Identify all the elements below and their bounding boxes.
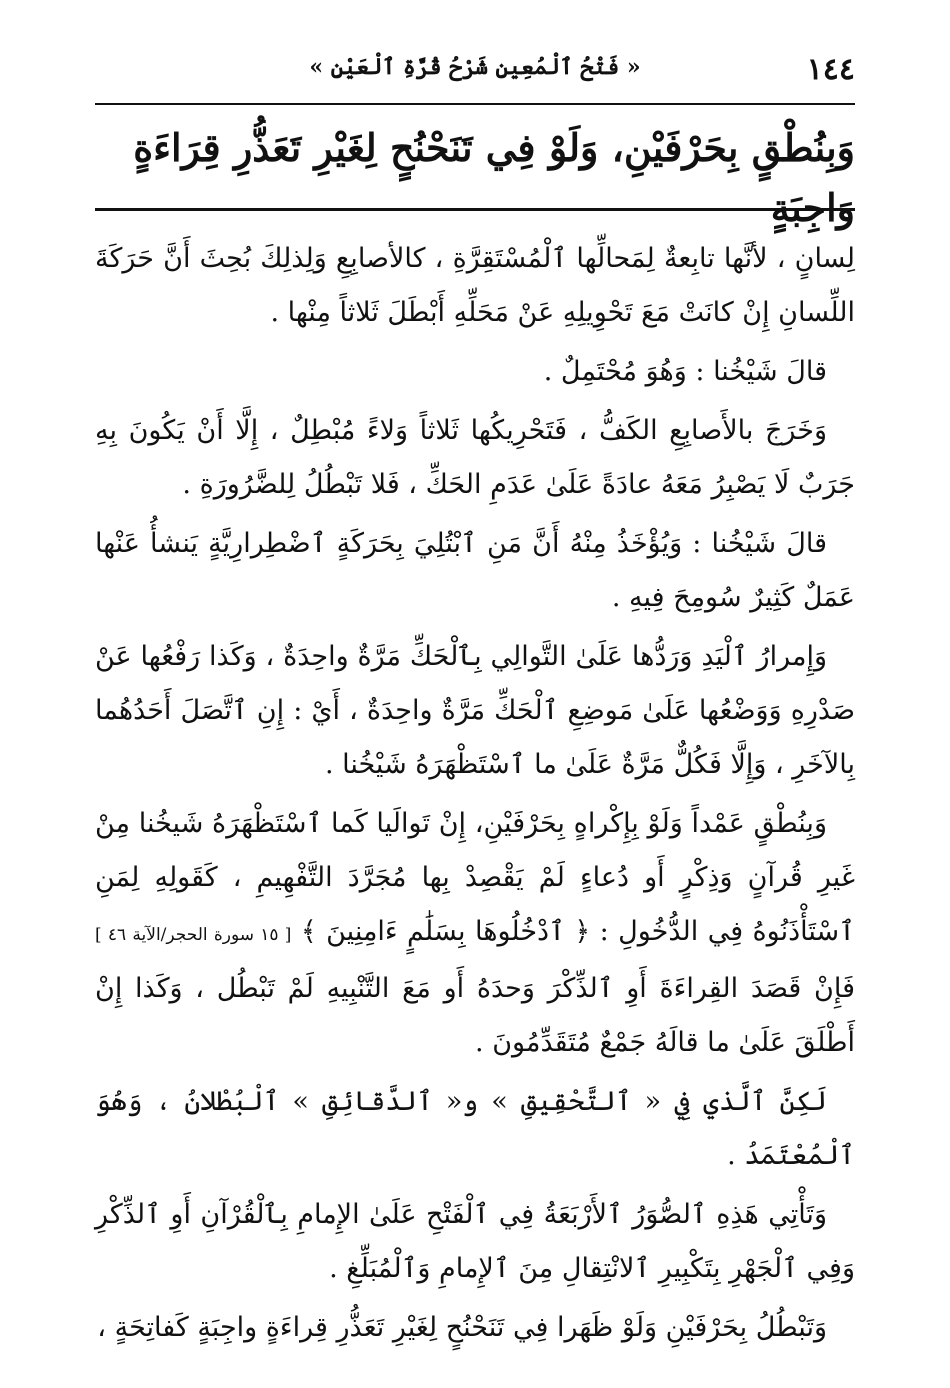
paragraph-4: قالَ شَيْخُنا : وَيُؤْخَذُ مِنْهُ أَنَّ مَنِ ٱبْتُلِيَ بِحَرَكَةٍ ٱضْطِرارِيَّةٍ يَنشأُ عَنْها عَمَلٌ كَثِيرٌ سُومِحَ فِيهِ . — [95, 528, 855, 613]
paragraph-3: وَخَرَجَ بالأَصابِعِ الكَفُّ ، فَتَحْرِيكُها ثَلاثاً وَلاءً مُبْطِلٌ ، إِلَّا أَنْ يَكُونَ بِهِ جَرَبٌ لَا يَصْبِرُ مَعَهُ عادَةً عَلَىٰ عَدَمِ الحَكِّ ، فَلا تَبْطُلُ لِلضَّرُورَةِ . — [95, 415, 855, 500]
paragraph-2: قالَ شَيْخُنا : وَهُوَ مُحْتَمِلٌ . — [543, 356, 827, 387]
paragraph-9: وَتَبْطُلُ بِحَرْفَيْنِ وَلَوْ ظَهَرا فِي تَنَحْنُحٍ لِغَيْرِ تَعَذُّرِ قِراءَةٍ واجِبَةٍ كَفاتِحَةٍ ، — [97, 1312, 827, 1343]
quran-verse: ﴿ ٱدْخُلُوهَا بِسَلَٰمٍ ءَامِنِينَ ﴾ — [300, 916, 591, 947]
paragraph-5: وَإِمرارُ ٱلْيَدِ وَرَدُّها عَلَىٰ التَّوالِي بِٱلْحَكِّ مَرَّةٌ واحِدَةٌ ، وَكَذا رَفْعُها عَنْ صَدْرِهِ وَوَضْعُها عَلَىٰ مَوضِعِ ٱلْحَكِّ مَرَّةٌ واحِدَةٌ ، أَيْ : إِنِ ٱتَّصَلَ أَحَدُهُما بِالآخَرِ ، وَإِلَّا فَكُلٌّ مَرَّةٌ عَلَىٰ ما ٱسْتَظْهَرَهُ شَيْخُنا . — [95, 641, 855, 780]
matn-divider-rule — [95, 208, 855, 211]
paragraph-8: وَتَأْتِي هَذِهِ ٱلصُّوَرُ ٱلأَرْبَعَةُ فِي ٱلْفَتْحِ عَلَىٰ الإِمامِ بِٱلْقُرْآنِ أَوِ ٱلذِّكْرِ وَفِي ٱلْجَهْرِ بِتَكْبِيرِ ٱلانْتِقالِ مِنَ ٱلإِمامِ وَٱلْمُبَلِّغِ . — [95, 1199, 855, 1284]
page-number: ١٤٤ — [806, 52, 855, 87]
matn-line: وَبِنُطْقٍ بِحَرْفَيْنِ، وَلَوْ فِي تَنَحْنُحٍ لِغَيْرِ تَعَذُّرِ قِرَاءَةٍ وَاجِبَةٍ — [133, 125, 855, 230]
paragraph-6 — [95, 797, 855, 1070]
header-rule — [95, 103, 855, 105]
paragraph-6-text-a: وَبِنُطْقٍ عَمْداً وَلَوْ بِإِكْراهٍ بِحَرْفَيْنِ، إِنْ تَوالَيا كَما ٱسْتَظْهَرَهُ شَيخُنا مِنْ غَيرِ قُرآنٍ وَذِكْرٍ أَو دُعاءٍ لَمْ يَقْصِدْ بِها مُجَرَّدَ التَّفْهِيمِ ، كَقَولِهِ لِمَنِ ٱسْتَأْذَنُوهُ فِي الدُّخُولِ : — [95, 808, 855, 947]
commentary-body — [95, 232, 855, 1360]
paragraph-7: لَكِنَّ ٱلَّذي فِي « ٱلتَّحْقِيقِ » و« ٱلدَّقائِقِ » ٱلْبُطْلانُ ، وَهُوَ ٱلْمُعْتَمَدُ . — [95, 1086, 855, 1171]
verse-reference: [ ١٥ سورة الحجر/الآية ٤٦ ] — [95, 925, 292, 945]
page-header — [95, 52, 855, 96]
running-title: « فَتْحُ ٱلْمُعِينِ شَرْحُ قُرَّةِ ٱلْعَيْنِ » — [309, 54, 641, 80]
paragraph-6-text-b: فَإِنْ قَصَدَ القِراءَةَ أَوِ ٱلذِّكْرَ وَحدَهُ أَو مَعَ التَّنْبِيهِ لَمْ تَبْطُل ، وَكَذا إِنْ أَطْلَقَ عَلَىٰ ما قالَهُ جَمْعٌ مُتَقَدِّمُونَ . — [95, 973, 855, 1058]
paragraph-1: لِسانٍ ، لأنَّها تابِعةٌ لِمَحالِّها ٱلْمُسْتَقِرَّةِ ، كالأصابِعِ وَلِذلِكَ بُحِثَ أَنَّ حَرَكَةَ اللِّسانِ إِنْ كانَتْ مَعَ تَحْوِيلِهِ عَنْ مَحَلِّهِ أَبْطَلَ ثَلاثاً مِنْها . — [95, 243, 855, 328]
